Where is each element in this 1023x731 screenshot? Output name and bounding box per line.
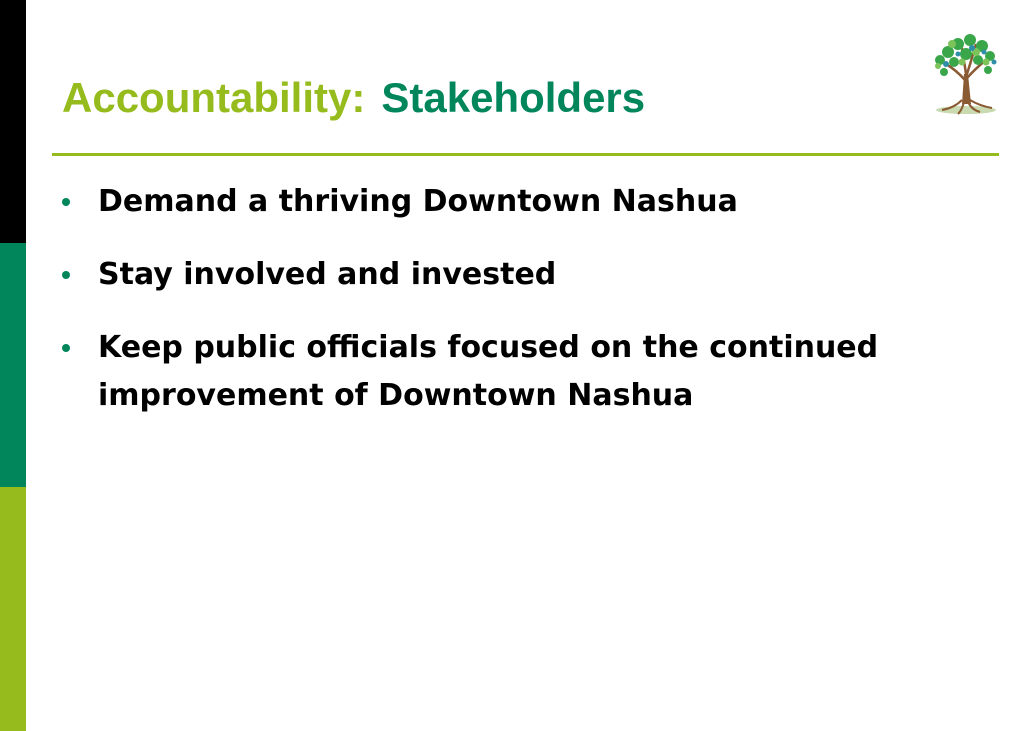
- bullet-text: Stay involved and invested: [98, 257, 557, 292]
- side-bar-black: [0, 0, 26, 243]
- side-bar-dark-green: [0, 243, 26, 487]
- title-divider: [52, 153, 999, 156]
- bullet-dot: [62, 344, 70, 352]
- bullet-text: Keep public officials focused on the continued improvement of Downtown Nashua: [98, 330, 879, 413]
- bullet-item: [62, 251, 962, 299]
- bullet-dot: [62, 271, 70, 279]
- slide-title-part1: Accountability:: [62, 74, 366, 121]
- tree-icon: [928, 30, 1000, 118]
- bullet-item: [62, 324, 962, 420]
- slide-title: [62, 70, 645, 126]
- bullet-text: Demand a thriving Downtown Nashua: [98, 184, 738, 219]
- bullet-list: [62, 178, 962, 445]
- side-bar-light-green: [0, 487, 26, 731]
- bullet-dot: [62, 198, 70, 206]
- bullet-item: [62, 178, 962, 226]
- slide-title-part2: Stakeholders: [381, 74, 646, 121]
